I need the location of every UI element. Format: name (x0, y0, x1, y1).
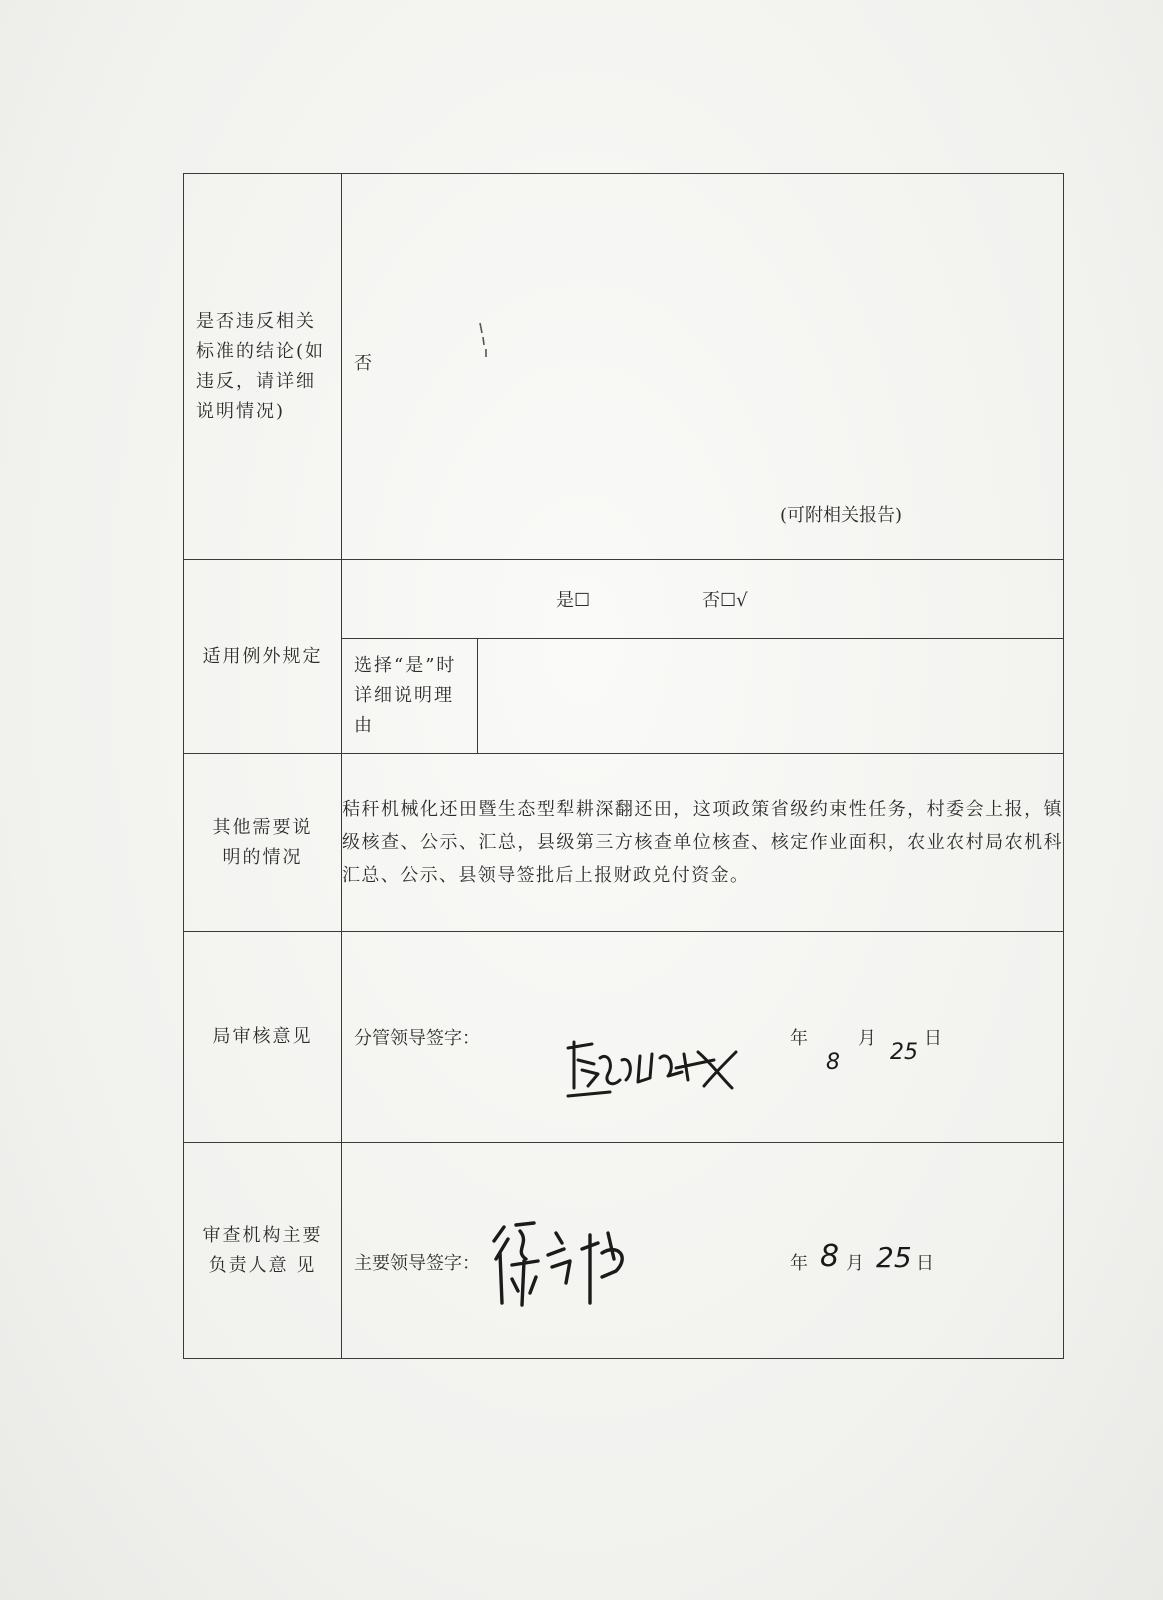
exception-row-options (184, 560, 1064, 639)
other-label: 其他需要说明的情况 (184, 754, 342, 932)
violation-content (342, 174, 1064, 560)
agency-month-handwritten: 8 (820, 1239, 840, 1274)
agency-day: 日 (916, 1253, 934, 1274)
violation-label: 是否违反相关标准的结论(如违反，请详细说明情况) (184, 174, 342, 560)
bureau-month: 月 (858, 1028, 876, 1049)
agency-signature (490, 1213, 650, 1313)
ink-specks (474, 319, 494, 379)
attach-report-note: (可附相关报告) (780, 505, 903, 526)
bureau-day-handwritten: 25 (890, 1040, 918, 1065)
agency-year: 年 (790, 1253, 808, 1274)
bureau-day: 日 (924, 1028, 942, 1049)
agency-content (342, 1143, 1064, 1359)
agency-label: 审查机构主要负责人意 见 (184, 1143, 342, 1359)
violation-value: 否 (354, 353, 372, 374)
exception-options (342, 560, 1064, 639)
agency-row (184, 1143, 1064, 1359)
agency-day-handwritten: 25 (876, 1241, 912, 1274)
bureau-month-handwritten: 8 (826, 1050, 840, 1075)
violation-row (184, 174, 1064, 560)
exception-yes-option: 是☐ (556, 590, 591, 611)
other-text: 秸秆机械化还田暨生态型犁耕深翻还田，这项政策省级约束性任务，村委会上报，镇级核查、公示、汇总，县级第三方核查单位核查、核定作业面积，农业农村局农机科汇总、公示、县领导签批后上报财政兑付资金。 (342, 754, 1064, 932)
bureau-year: 年 (790, 1028, 808, 1049)
agency-sign-label: 主要领导签字： (354, 1253, 480, 1274)
other-row (184, 754, 1064, 932)
exception-no-option: 否☐√ (702, 590, 748, 611)
bureau-sign-label: 分管领导签字： (354, 1028, 480, 1049)
exception-label: 适用例外规定 (184, 560, 342, 754)
agency-month: 月 (846, 1253, 864, 1274)
bureau-label: 局审核意见 (184, 932, 342, 1143)
bureau-content (342, 932, 1064, 1143)
bureau-row (184, 932, 1064, 1143)
bureau-signature (564, 1030, 744, 1108)
review-form-table (183, 173, 1064, 1359)
exception-reason-label: 选择“是”时详细说明理由 (342, 639, 478, 754)
exception-reason-value (478, 639, 1064, 754)
